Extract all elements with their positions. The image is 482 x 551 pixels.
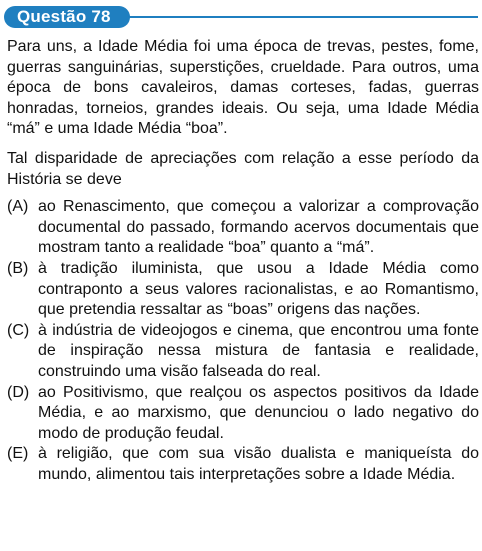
question-body [7,37,479,485]
answer-option-a[interactable] [7,197,479,259]
question-header [0,6,482,28]
option-letter: (B) [7,259,29,277]
header-divider-line [126,16,478,18]
answer-option-e[interactable] [7,444,479,485]
option-text: ao Positivismo, que realçou os aspectos positivos da Idade Média, e ao marxismo, que denunciou o lado negativo do modo de produção feudal. [38,383,479,442]
answer-options-list [7,197,479,485]
option-text: à religião, que com sua visão dualista e maniqueísta do mundo, alimentou tais interpretações sobre a Idade Média. [38,445,479,483]
answer-option-b[interactable] [7,259,479,321]
option-text: ao Renascimento, que começou a valorizar a comprovação documental do passado, formando acervos documentais que mostram tanto a realidade “boa” quanto a “má”. [38,198,479,257]
question-text-paragraph-1: Para uns, a Idade Média foi uma época de trevas, pestes, fome, guerras sanguinárias, superstições, crueldade. Para outros, uma época de bons cavaleiros, damas corteses, fadas, guerras honradas, torneios, grandes ideais. Ou seja, uma Idade Média “má” e uma Idade Média “boa”. [7,38,479,138]
option-text: à indústria de videojogos e cinema, que encontrou uma fonte de inspiração nessa mistura de fantasia e realidade, construindo uma visão falseada do real. [38,321,479,380]
option-letter: (E) [7,445,29,463]
option-letter: (D) [7,383,30,401]
option-letter: (C) [7,321,30,339]
question-number-badge: Questão 78 [4,6,130,28]
answer-option-d[interactable] [7,383,479,445]
question-prompt-paragraph: Tal disparidade de apreciações com relação a esse período da História se deve [7,149,479,188]
option-letter: (A) [7,198,29,216]
option-text: à tradição iluminista, que usou a Idade Média como contraponto a seus valores racionalistas, e ao Romantismo, que pretendia ressaltar as “boas” origens das nações. [38,259,479,319]
answer-option-c[interactable] [7,321,479,383]
